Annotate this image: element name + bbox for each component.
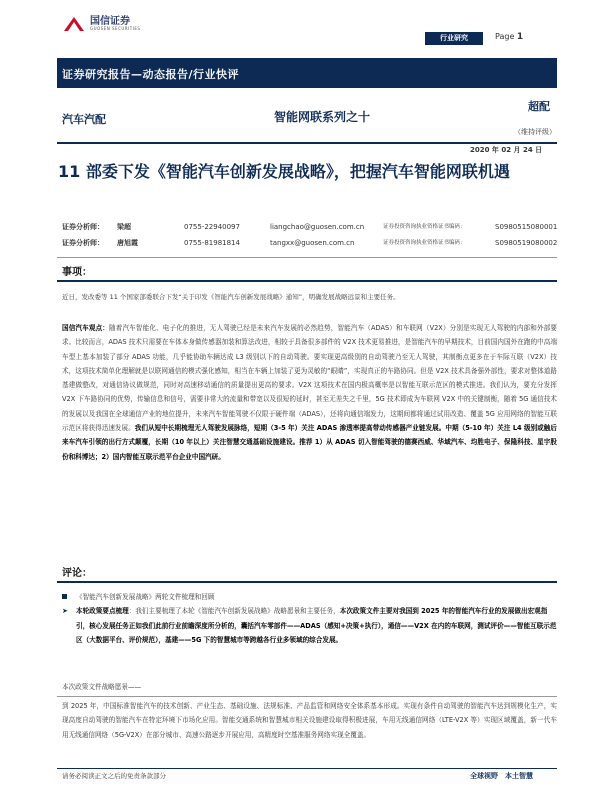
rating-note: （维持评级） [514, 128, 556, 136]
analyst-cert: S0980515080001 [495, 222, 558, 231]
analyst-name: 唐旭霞 [117, 238, 138, 247]
vision-title: 本次政策文件战略愿景—— [62, 683, 142, 691]
event-summary: 近日，发改委等 11 个国家部委联合下发“关于印发《智能汽车创新发展战略》通知”，明确发展战略远景和主要任务。 [62, 293, 400, 301]
bullet-bold: 本次政策文件主要对我国到 2025 年的智能汽车行业的发展做出宏观指引，核心发展任务正如我们此前行业前瞻深度所分析的，囊括汽车零部件——ADAS（感知+决策+执行），通信——V2X 在内的车联网，测试评价——智能互联示范区（大数据平台、评价规范），基建——5G 下的智慧城市等跨越各行业多领域的综合发展。 [76, 607, 557, 644]
analyst-email[interactable]: liangchao@guosen.com.cn [270, 222, 365, 231]
vision-divider [57, 696, 557, 697]
analyst-phone: 0755-22940097 [184, 222, 240, 231]
page-indicator [495, 31, 523, 45]
analyst-email[interactable]: tangxx@guosen.com.cn [270, 238, 355, 247]
sector-name: 汽车汽配 [62, 113, 106, 126]
section-heading-comments: 评论： [62, 568, 92, 579]
analyst-role: 证券分析师： [62, 238, 104, 247]
comment-bullets [62, 590, 557, 647]
arrow-bullet-icon: ➤ [62, 607, 68, 616]
viewpoint-label: 国信汽车观点： [62, 324, 110, 332]
report-date: 2020 年 02 月 24 日 [470, 146, 543, 154]
bullet-text: 《智能汽车创新发展战略》两轮文件梳理和回顾 [76, 593, 215, 601]
analyst-cert-label: 证券投资咨询执业资格证书编码： [383, 239, 466, 246]
disclaimer-note: 请务必阅读正文之后的免责条款部分 [62, 772, 166, 780]
company-logo [62, 15, 140, 33]
viewpoint-body: 随着汽车智能化、电子化的推进，无人驾驶已经是未来汽车发展的必然趋势，智能汽车（ADAS）和车联网（V2X）分别是实现无人驾驶的内部和外部要求。比较而言，ADAS 技术只需要在车体本身做传感器加装和算法改进，相较于具备很多部件的 V2X 技术更易推进，是智能汽车的早期技术，目前国内国外在跑的中高端车型上基本加装了部分 ADAS 功能，几乎能协助车辆达成 L3 级别以下的自动驾驶。要实现更高级别的自动驾驶乃至无人驾驶，其制衡点更多在于车际互联（V2X）技术，这项技术简单化理解就是以联网通信的模式强化感知，相当在车辆上加装了更为灵敏的“眼睛”，实现真正的车路协同。但是 V2X 技术具备强外部性，要求对整体道路基建做整改，对通信协议做规范，同时对高速移动通信的质量提出更高的要求。V2X 这项技术在国内极高概率是以智能互联示范区的模式推进。我们认为，要充分发挥 V2X 下车路协同的优势，传输信息和信号，需要非常大的流量和带宽以及很短的延时，甚至无差失之千里，5G 技术即成为车联网 V2X 中的关键制衡，随着 5G 通信技术的发展以及我国在全球通信产业的地位提升，未来汽车智能驾驶不仅限于硬件端（ADAS），还将向通信端发力，这期间都将通过试用改造、覆盖 5G 应用网络的智能互联示范区将获得迅速发展。 [62, 324, 558, 433]
rating: 超配 [528, 100, 550, 113]
section-divider [57, 581, 557, 583]
section-divider [57, 280, 557, 282]
page-label: Page [495, 32, 515, 41]
banner-text: 证券研究报告—动态报告/行业快评 [62, 68, 240, 81]
report-title: 11 部委下发《智能汽车创新发展战略》，把握汽车智能网联机遇 [58, 162, 510, 181]
logo-text-cn: 国信证券 [90, 16, 130, 28]
bullet-body: ：我们主要梳理了本轮《智能汽车创新发展战略》战略愿景和主要任务， [128, 607, 340, 616]
analyst-name: 梁超 [117, 222, 131, 231]
viewpoint-recommendation: 我们从短中长期梳理无人驾驶发展脉络，短期（3-5 年）关注 ADAS 渗透率提高带动传感器产业链发展。中期（5-10 年）关注 L4 级别或触后来车汽车引领的出行方式颠覆，长期（10 年以上）关注智慧交通基础设施建设。推荐 1）从 ADAS 切入智能驾驶的德赛西威、华域汽车、均胜电子、保隆科技、星宇股份和科博达；2）国内智能互联示范平台企业中国汽研。 [62, 424, 558, 461]
footer-slogan: 全球视野 本土智慧 [470, 772, 533, 780]
vision-text: 到 2025 年，中国标准智能汽车的技术创新、产业生态、基础设施、法规标准、产品监管和网络安全体系基本形成。实现有条件自动驾驶的智能汽车达到规模化生产，实现高度自动驾驶的智能汽车在特定环境下市场化应用。智能交通系统和智慧城市相关设施建设取得积极进展，车用无线通信网络（LTE-V2X 等）实现区域覆盖，新一代车用无线通信网络（5G-V2X）在部分城市、高速公路逐步开展应用，高精度时空基准服务网络实现全覆盖。 [62, 702, 557, 739]
logo-text-en: GUOSEN SECURITIES [90, 26, 141, 32]
analyst-cert-label: 证券投资咨询执业资格证书编码： [383, 223, 466, 230]
analyst-role: 证券分析师： [62, 222, 104, 231]
logo-mark-icon [62, 15, 86, 33]
page-number: 1 [516, 32, 524, 42]
analyst-cert: S0980519080002 [495, 238, 558, 247]
report-type-badge: 行业研究 [425, 32, 483, 45]
bullet-lead: 本轮政策要点梳理 [76, 607, 129, 616]
analyst-phone: 0755-81981814 [184, 238, 240, 247]
header-divider [57, 142, 557, 144]
footer-divider [57, 768, 557, 769]
bullet-item [62, 590, 557, 604]
series-name: 智能网联系列之十 [274, 110, 371, 124]
bullet-item [62, 604, 557, 647]
analyst-divider [57, 257, 557, 258]
bullet-text [76, 607, 556, 644]
viewpoint-paragraph [62, 321, 557, 464]
section-heading-events: 事项： [62, 267, 92, 278]
square-bullet-icon [62, 594, 67, 599]
